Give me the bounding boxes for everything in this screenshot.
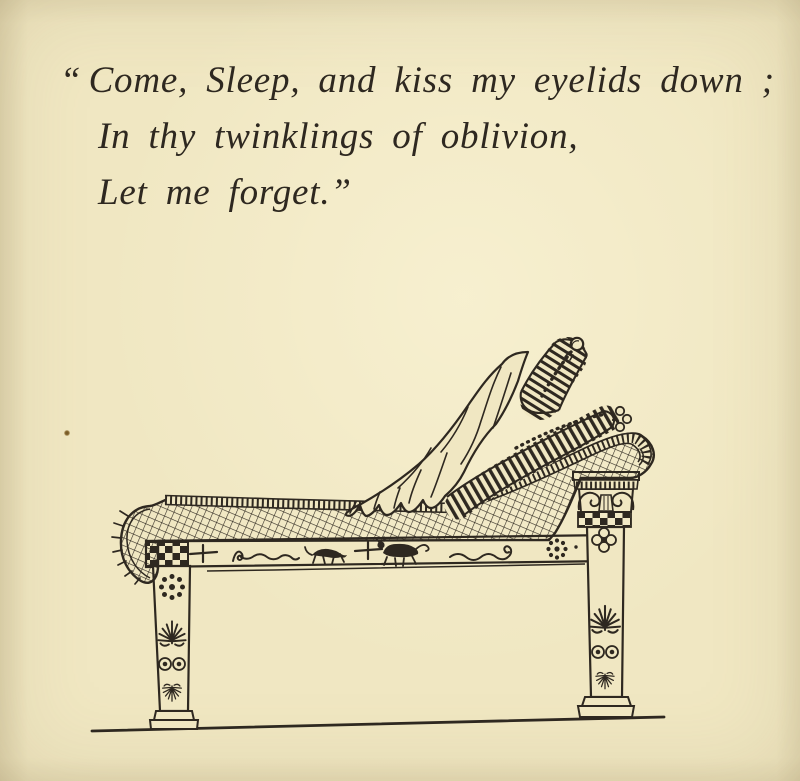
ionic-capital <box>573 472 639 527</box>
couch-leg-left <box>150 566 198 729</box>
striped-pillow <box>521 338 587 413</box>
poem-line-2: In thy twinklings of oblivion, <box>98 116 579 157</box>
poem-line-3: Let me forget.” <box>98 172 352 213</box>
poem-line-1-text: Come, Sleep, and kiss my eyelids down ; <box>88 60 775 101</box>
open-quote-mark: “ <box>60 60 81 101</box>
couch-leg-right <box>573 472 639 717</box>
leg-dot-rosette <box>159 574 185 600</box>
